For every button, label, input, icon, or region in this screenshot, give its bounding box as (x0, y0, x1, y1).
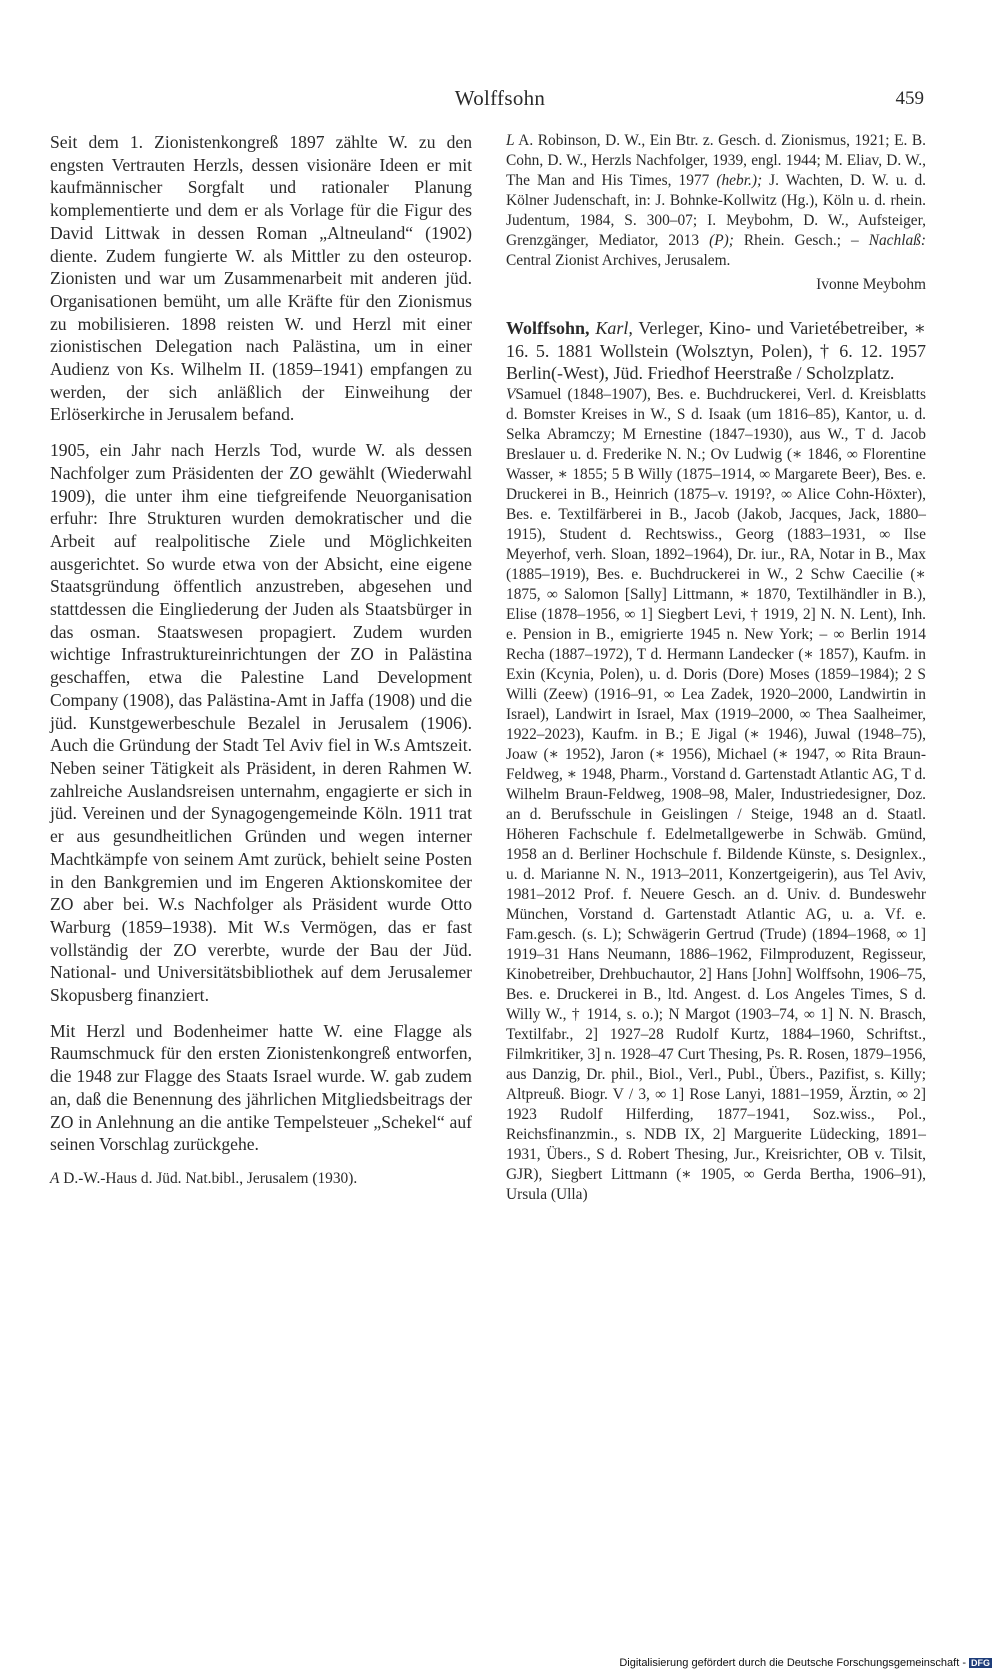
literature-marker: L (506, 132, 515, 149)
sources-text: D.-W.-Haus d. Jüd. Nat.bibl., Jerusalem (1930). (59, 1169, 358, 1187)
footer-credit (619, 1657, 992, 1669)
genealogy-marker: V (506, 385, 516, 403)
genealogy-text: Samuel (1848–1907), Bes. e. Buchdruckerei, Verl. d. Kreisblatts d. Bomster Kreises in W., S d. Isaak (um 1816–85), Kantor, u. d. Selka Abramczy; M Ernestine (1847–1930), aus W., T d. Jacob Breslauer u. d. Frederike N. N.; Ov Ludwig (∗ 1846, ∞ Florentine Wasser, ∗ 1855; 5 B Willy (1875–1914, ∞ Margarete Beer), Bes. e. Druckerei in B., Heinrich (1875–v. 1919?, ∞ Alice Cohn-Höxter), Bes. e. Textilfärberei in B., Jacob (Jakob, Jacques, Jack, 1880–1915), Student d. Rechtswiss., Georg (1883–1931, ∞ Ilse Meyerhof, verh. Sloan, 1892–1964), Dr. iur., RA, Notar in B., Max (1885–1919), Bes. e. Buchdruckerei in W., 2 Schw Caecilie (∗ 1875, ∞ Salomon [Sally] Littmann, ∗ 1870, Textilhändler in B.), Elise (1878–1956, ∞ 1] Siegbert Levi, † 1919, 2] N. N. Lent), Inh. e. Pension in B., emigrierte 1945 n. New York; – ∞ Berlin 1914 Recha (1887–1972), T d. Hermann Landecker (∗ 1857), Kaufm. in Exin (Kcynia, Polen), u. d. Doris (Dore) Moses (1859–1984); 2 S Willi (Zeew) (1916–91, ∞ Lea Zadek, 1920–2000, Landwirtin in Israel), Landwirt in Israel, Max (1919–2000, ∞ Thea Saalheimer, 1922–2023), Kaufm. in B.; E Jigal (∗ 1946), Juwal (1948–75), Joaw (∗ 1952), Jaron (∗ 1956), Michael (∗ 1947, ∞ Rita Braun-Feldweg, ∗ 1948, Pharm., Vorstand d. Gartenstadt Atlantic AG, T d. Wilhelm Braun-Feldweg, 1908–98, Maler, Industriedesigner, Doz. an d. Berufsschule in Geislingen / Steige, 1948 an d. Staatl. Höheren Fachschule f. Edelmetallgewerbe in Schwäb. Gmünd, 1958 an d. Berliner Hochschule f. Bildende Künste, s. Designlex., u. d. Marianne N. N., 1913–2011, Konzertgeigerin), aus Tel Aviv, 1981–2012 Prof. f. Neuere Gesch. an d. Univ. d. Bundeswehr München, Vorstand d. Gartenstadt Atlantic AG, u. a. Vf. e. Fam.gesch. (s. L); Schwägerin Gertrud (Trude) (1894–1968, ∞ 1] 1919–31 Hans Neumann, 1886–1962, Filmproduzent, Regisseur, Kinobetreiber, Drehbuchautor, 2] Hans [John] Wolffsohn, 1906–75, Bes. e. Druckerei in B., ltd. Angest. d. Los Angeles Times, S d. Willy W., † 1914, s. o.); N Margot (1903–74, ∞ 1] N. N. Brasch, Textilfabr., 2] 1927–28 Rudolf Kurtz, 1884–1960, Schriftst., Filmkritiker, 3] n. 1928–47 Curt Thesing, Ps. R. Rosen, 1879–1956, aus Danzig, Dr. phil., Biol., Verl., Publ., Übers., Pazifist, s. Killy; Altpreuß. Biogr. V / 3, ∞ 1] Rose Lanyi, 1881–1959, Ärztin, ∞ 2] 1923 Rudolf Hilferding, 1877–1941, Soz.wiss., Pol., Reichsfinanzmin., s. NDB IX, 2] Marguerite Lüdecking, 1891–1931, Übers., S d. Robert Thesing, Jur., Kreisrichter, OB v. Tilsit, GJR), Siegbert Littmann (∗ 1905, ∞ Gerda Bertha, 1906–91), Ursula (Ulla) (506, 385, 926, 1203)
literature-text-4: Central Zionist Archives, Jerusalem. (506, 252, 731, 269)
dfg-logo: DFG (971, 1658, 990, 1669)
page-number: 459 (895, 88, 924, 109)
literature-text-2: J. Wachten, D. W. u. d. Kölner Judenschaft, in: J. Bohnke-Kollwitz (Hg.), Köln u. d. rhein. Judentum, 1984, S. 300–07; I. Meybohm, D. W., Aufsteiger, Grenzgänger, Mediator, 2013 (506, 172, 926, 249)
paragraph-1: Seit dem 1. Zionistenkongreß 1897 zählte W. zu den engsten Vertrauten Herzls, dessen visionäre Ideen er mit kaufmännischer Sorgfalt und rationaler Planung komplementierte und dem er als Vorlage für die Figur des David Littwak in dessen Roman „Altneuland“ (1902) diente. Zudem fungierte W. als Mittler zu den osteurop. Zionisten und war um Zusammenarbeit mit anderen jüd. Organisationen bemüht, um alle Kräfte für den Zionismus zu mobilisieren. 1898 reisten W. und Herzl mit einer zionistischen Delegation nach Palästina, um in einer Audienz von Ks. Wilhelm II. (1859–1941) empfangen zu werden, der sich anläßlich der Einweihung der Erlöserkirche in Jerusalem befand. (50, 132, 472, 425)
left-column (50, 131, 472, 1189)
footer-text: Digitalisierung gefördert durch die Deutsche Forschungsgemeinschaft - (619, 1657, 966, 1669)
literature-nachlass: Nachlaß: (868, 232, 926, 249)
entry-surname: Wolffsohn, (506, 318, 590, 338)
literature-note (506, 131, 926, 271)
genealogy (506, 385, 926, 1205)
literature-hebr: (hebr.); (716, 172, 763, 189)
entry-given-name: Karl, (595, 318, 633, 338)
entry-heading (506, 317, 926, 385)
running-header-title: Wolffsohn (454, 86, 546, 110)
paragraph-3: Mit Herzl und Bodenheimer hatte W. eine Flagge als Raumschmuck für den ersten Zionistenkongreß entworfen, die 1948 zur Flagge des Staats Israel wurde. W. gab zudem an, daß die Benennung des jährlichen Mitgliedsbeitrags der ZO in Anlehnung an die antike Tempelsteuer „Schekel“ auf seinen Vorschlag zurückgehe. (50, 1020, 472, 1155)
entry-description: Verleger, Kino- und Varietébetreiber, ∗ 16. 5. 1881 Wollstein (Wolsztyn, Polen), † 6. 12. 1957 Berlin(-West), Jüd. Friedhof Heerstraße / Scholzplatz. (506, 318, 926, 383)
literature-text-3: Rhein. Gesch.; – (733, 232, 869, 249)
author-signature: Ivonne Meybohm (816, 276, 926, 293)
sources-note (50, 1169, 472, 1189)
literature-text-1: A. Robinson, D. W., Ein Btr. z. Gesch. d. Zionismus, 1921; E. B. Cohn, D. W., Herzls Nachfolger, 1939, engl. 1944; M. Eliav, D. W., The Man and His Times, 1977 (506, 132, 926, 189)
right-column (506, 131, 926, 1205)
sources-marker: A (50, 1169, 60, 1187)
paragraph-2: 1905, ein Jahr nach Herzls Tod, wurde W. als dessen Nachfolger zum Präsidenten der ZO gewählt (Wiederwahl 1909), die unter ihm eine tiefgreifende Neuorganisation erfuhr: Ihre Strukturen wurden demokratischer und die Arbeit auf realpolitische Ziele und Möglichkeiten ausgerichtet. So wurde etwa von der Absicht, eine eigene Staatsgründung öffentlich anzustreben, abgesehen und stattdessen die Eingliederung der Juden als Staatsbürger in das osman. Staatswesen propagiert. Zudem wurden wichtige Infrastruktureinrichtungen der ZO in Palästina geschaffen, etwa die Palestine Land Development Company (1908), das Palästina-Amt in Jaffa (1908) und die jüd. Kunstgewerbeschule Bezalel in Jerusalem (1906). Auch die Gründung der Stadt Tel Aviv fiel in W.s Amtszeit. Neben seiner Tätigkeit als Präsident, in deren Rahmen W. zahlreiche Auslandsreisen unternahm, engagierte er sich in jüd. Vereinen und der Synagogengemeinde Köln. 1911 trat er aus gesundheitlichen Gründen und wegen interner Machtkämpfe von seinem Amt zurück, behielt seine Posten in den Bankgremien und im Engeren Aktionskomitee der ZO aber bei. W.s Nachfolger als Präsident wurde Otto Warburg (1859–1938). Mit W.s Vermögen, das er fast vollständig der ZO vererbte, wurde der Bau der Jüd. National- und Universitätsbibliothek auf dem Jerusalemer Skopusberg finanziert. (50, 440, 472, 1006)
literature-p: (P); (709, 232, 734, 249)
